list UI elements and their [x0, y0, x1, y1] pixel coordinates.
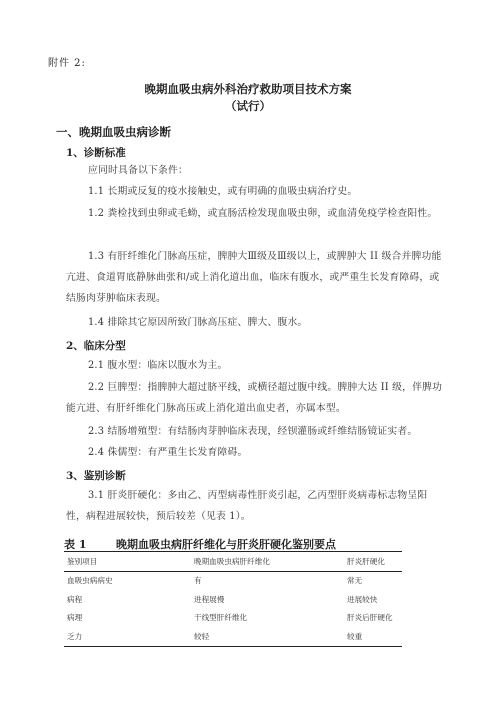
table-header-cell: 鉴别项目: [64, 552, 191, 572]
table-header-row: [64, 552, 402, 572]
table-header-cell: 肝炎肝硬化: [344, 552, 402, 572]
paragraph-2-4: 2.4 侏儒型：有严重生长发育障碍。: [88, 447, 248, 458]
subsection-heading-differential: 3、鉴别诊断: [66, 470, 126, 482]
table-row: [64, 571, 402, 590]
table-cell: 乏力: [64, 627, 191, 646]
paragraph-1-3: 1.3 有肝纤维化门脉高压症，脾肿大Ⅲ级及Ⅲ级以上，或脾肿大 II 级合并脾功能亢进、食道胃底静脉曲张和/或上消化道出血，临床有腹水，或严重生长发育障碍，或结肠肉芽肿临床表现。: [66, 251, 442, 304]
table-caption: [64, 536, 336, 552]
document-subtitle: （试行）: [225, 99, 271, 113]
paragraph-1-1: 1.1 长期或反复的疫水接触史，或有明确的血吸虫病治疗史。: [88, 186, 358, 197]
table-cell: 较轻: [191, 627, 344, 646]
subsection-heading-criteria: 1、诊断标准: [66, 147, 126, 159]
table-cell: 病理: [67, 613, 83, 623]
paragraph-intro: 应同时具备以下条件：: [88, 165, 188, 176]
subsection-heading-types: 2、临床分型: [66, 340, 126, 352]
paragraph-1-4: 1.4 排除其它原因所致门脉高压症、脾大、腹水。: [88, 317, 308, 328]
paragraph-2-2: 2.2 巨脾型：指脾肿大超过脐平线，或横径超过腹中线。脾肿大达 II 级，伴脾功能亢进、有肝纤维化门脉高压或上消化道出血史者，亦属本型。: [66, 382, 443, 414]
paragraph-2-1: 2.1 腹水型：临床以腹水为主。: [88, 360, 228, 371]
paragraph-3-1: 3.1 肝炎肝硬化：多由乙、丙型病毒性肝炎引起，乙丙型肝炎病毒标志物呈阳性，病程进展较快，预后较差（见表 1）。: [66, 490, 428, 522]
table-row: [64, 609, 402, 628]
table-cell: 血吸虫病病史: [67, 576, 113, 586]
table-label: 表 1: [64, 538, 87, 551]
table-cell: 肝炎后肝硬化: [347, 613, 393, 623]
table-row: [64, 590, 402, 609]
table-cell: 进程展慢: [194, 594, 225, 604]
comparison-table: [64, 551, 402, 647]
table-cell: 病程: [67, 594, 83, 604]
section-heading-diagnosis: 一、晚期血吸虫病诊断: [56, 125, 171, 139]
table-cell: 较重: [344, 627, 402, 646]
paragraph-1-2: 1.2 粪检找到虫卵或毛蚴，或直肠活检发现血吸虫卵，或血清免疫学检查阳性。: [88, 208, 438, 219]
document-title: 晚期血吸虫病外科治疗救助项目技术方案: [144, 82, 352, 96]
table-header-cell: 晚期血吸虫病肝纤维化: [191, 552, 344, 572]
table-row: [64, 627, 402, 646]
table-caption-text: 晚期血吸虫病肝纤维化与肝炎肝硬化鉴别要点: [116, 538, 336, 551]
table-cell: 进展较快: [347, 594, 378, 604]
annex-label: 附件 2:: [48, 58, 86, 69]
table-cell: 常无: [347, 576, 363, 586]
table-cell: 有: [194, 576, 202, 586]
paragraph-2-3: 2.3 结肠增殖型：有结肠肉芽肿临床表现，经钡灌肠或纤维结肠镜证实者。: [88, 426, 418, 437]
table-cell: 干线型肝纤维化: [194, 613, 248, 623]
